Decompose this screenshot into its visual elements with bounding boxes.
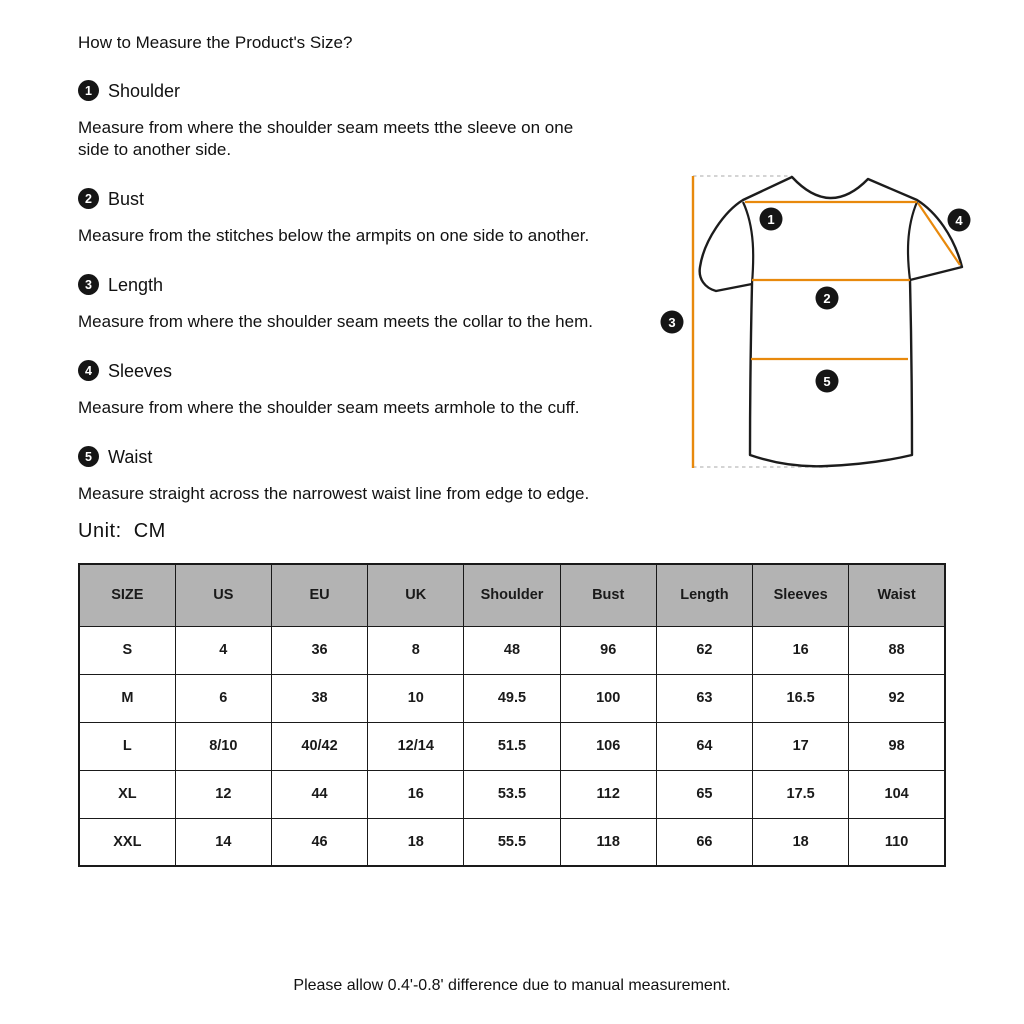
cell: S: [79, 626, 175, 674]
unit-label: Unit: CM: [78, 520, 166, 542]
header-waist: Waist: [849, 564, 945, 626]
instruction-bust: [78, 188, 623, 247]
cell: 8/10: [175, 722, 271, 770]
instruction-sleeves: [78, 360, 623, 419]
cell: 100: [560, 674, 656, 722]
cell: 104: [849, 770, 945, 818]
cell: 92: [849, 674, 945, 722]
size-table-header: [79, 564, 945, 626]
table-row-xl: [79, 770, 945, 818]
cell: 12/14: [368, 722, 464, 770]
cell: 66: [656, 818, 752, 866]
instruction-heading: [78, 360, 623, 381]
header-shoulder: Shoulder: [464, 564, 560, 626]
cell: 17.5: [753, 770, 849, 818]
table-row-l: [79, 722, 945, 770]
step-5-badge: 5: [78, 446, 99, 467]
step-3-description: Measure from where the shoulder seam meets the collar to the hem.: [78, 312, 593, 331]
cell: 55.5: [464, 818, 560, 866]
cell: 16.5: [753, 674, 849, 722]
cell: 40/42: [271, 722, 367, 770]
header-length: Length: [656, 564, 752, 626]
tshirt-measurement-diagram: [650, 158, 1014, 492]
svg-text:4: 4: [955, 213, 963, 228]
header-bust: Bust: [560, 564, 656, 626]
cell: 51.5: [464, 722, 560, 770]
page-title: How to Measure the Product's Size?: [78, 33, 353, 52]
cell: 38: [271, 674, 367, 722]
step-1-label: Shoulder: [108, 80, 181, 101]
diagram-marker-5: [816, 370, 839, 393]
cell: 110: [849, 818, 945, 866]
cell: XXL: [79, 818, 175, 866]
header-sleeves: Sleeves: [753, 564, 849, 626]
instruction-heading: [78, 80, 623, 101]
cell: 44: [271, 770, 367, 818]
table-row-m: [79, 674, 945, 722]
measurement-disclaimer: Please allow 0.4'-0.8' difference due to manual measurement.: [293, 977, 731, 994]
step-1-badge: 1: [78, 80, 99, 101]
cell: M: [79, 674, 175, 722]
step-2-label: Bust: [108, 188, 145, 209]
instruction-heading: [78, 446, 623, 467]
cell: 46: [271, 818, 367, 866]
cell: 8: [368, 626, 464, 674]
step-3-label: Length: [108, 274, 164, 295]
step-2-description: Measure from the stitches below the armpits on one side to another.: [78, 226, 590, 245]
cell: 17: [753, 722, 849, 770]
size-table: [78, 563, 946, 867]
cell: 98: [849, 722, 945, 770]
diagram-marker-2: [816, 287, 839, 310]
cell: 53.5: [464, 770, 560, 818]
cell: 96: [560, 626, 656, 674]
cell: 18: [753, 818, 849, 866]
cell: 65: [656, 770, 752, 818]
cell: 6: [175, 674, 271, 722]
cell: 64: [656, 722, 752, 770]
step-5-description: Measure straight across the narrowest waist line from edge to edge.: [78, 484, 590, 503]
header-uk: UK: [368, 564, 464, 626]
size-table-body: [79, 626, 945, 866]
step-3-badge: 3: [78, 274, 99, 295]
cell: 63: [656, 674, 752, 722]
step-5-label: Waist: [108, 446, 153, 467]
instruction-waist: [78, 446, 623, 505]
instruction-shoulder: [78, 80, 623, 161]
cell: 118: [560, 818, 656, 866]
cell: 62: [656, 626, 752, 674]
cell: L: [79, 722, 175, 770]
table-row-xxl: [79, 818, 945, 866]
cell: 16: [368, 770, 464, 818]
cell: 36: [271, 626, 367, 674]
cell: 14: [175, 818, 271, 866]
step-4-description: Measure from where the shoulder seam meets armhole to the cuff.: [78, 398, 580, 417]
step-1-description: Measure from where the shoulder seam meets tthe sleeve on one side to another side.: [78, 118, 574, 159]
measurement-instructions: [78, 80, 623, 505]
cell: 112: [560, 770, 656, 818]
instruction-heading: [78, 188, 623, 209]
svg-text:5: 5: [823, 374, 831, 389]
cell: 12: [175, 770, 271, 818]
svg-text:1: 1: [767, 212, 775, 227]
header-eu: EU: [271, 564, 367, 626]
diagram-marker-3: [661, 311, 684, 334]
diagram-marker-4: [948, 209, 971, 232]
instruction-heading: [78, 274, 623, 295]
cell: 16: [753, 626, 849, 674]
svg-text:3: 3: [668, 315, 676, 330]
header-row: [79, 564, 945, 626]
cell: 48: [464, 626, 560, 674]
cell: 49.5: [464, 674, 560, 722]
instruction-length: [78, 274, 623, 333]
tshirt-outline: [700, 177, 962, 466]
cell: 18: [368, 818, 464, 866]
cell: 4: [175, 626, 271, 674]
svg-text:2: 2: [823, 291, 831, 306]
cell: 10: [368, 674, 464, 722]
cell: 106: [560, 722, 656, 770]
cell: 88: [849, 626, 945, 674]
table-row-s: [79, 626, 945, 674]
header-us: US: [175, 564, 271, 626]
cell: XL: [79, 770, 175, 818]
step-2-badge: 2: [78, 188, 99, 209]
header-size: SIZE: [79, 564, 175, 626]
step-4-badge: 4: [78, 360, 99, 381]
step-4-label: Sleeves: [108, 360, 173, 381]
diagram-marker-1: [760, 208, 783, 231]
